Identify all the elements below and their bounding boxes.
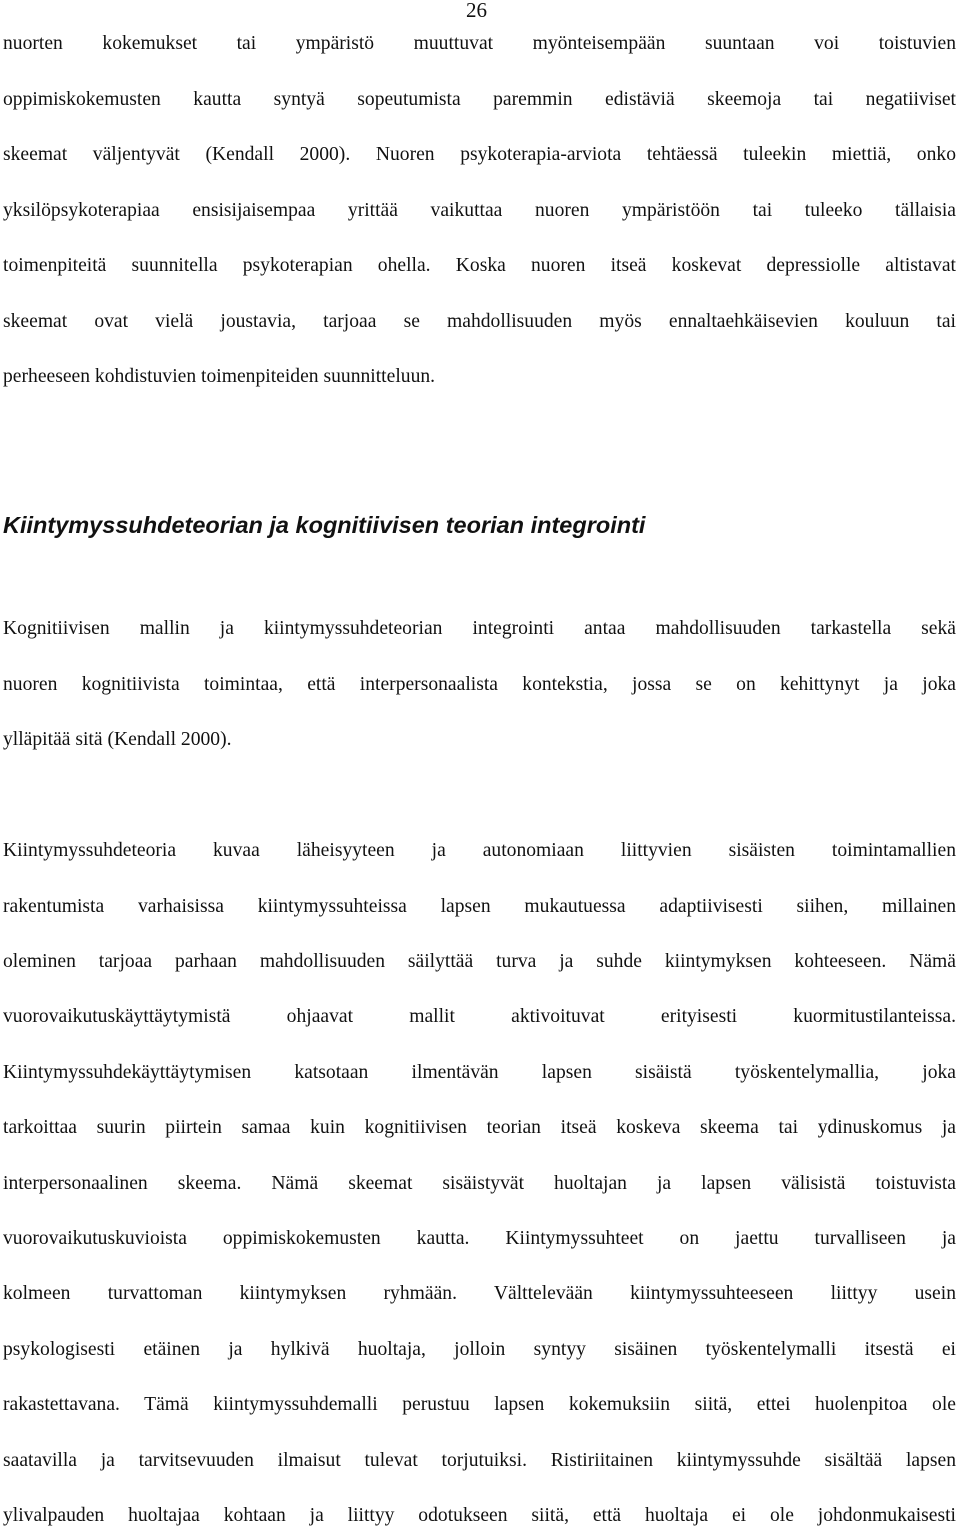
text-line: vuorovaikutuskäyttäytymistä ohjaavat mallit aktivoituvat erityisesti kuormitustilanteissa. [3, 1006, 956, 1027]
text-line: vuorovaikutuskuvioista oppimiskokemusten kautta. Kiintymyssuhteet on jaettu turvalliseen ja [3, 1228, 956, 1249]
section-heading: Kiintymyssuhdeteorian ja kognitiivisen teorian integrointi [3, 512, 646, 538]
text-line: Kiintymyssuhdekäyttäytymisen katsotaan ilmentävän lapsen sisäistä työskentelymallia, joka [3, 1062, 956, 1083]
text-line: Kiintymyssuhdeteoria kuvaa läheisyyteen ja autonomiaan liittyvien sisäisten toimintamallien [3, 840, 956, 861]
text-line: saatavilla ja tarvitsevuuden ilmaisut tulevat torjutuiksi. Ristiriitainen kiintymyssuhde sisältää lapsen [3, 1450, 956, 1471]
text-line: toimenpiteitä suunnitella psykoterapian ohella. Koska nuoren itseä koskevat depressiolle altistavat [3, 255, 956, 276]
text-line: perheeseen kohdistuvien toimenpiteiden suunnitteluun. [3, 366, 436, 387]
text-line: kolmeen turvattoman kiintymyksen ryhmään. Välttelevään kiintymyssuhteeseen liittyy usein [3, 1283, 956, 1304]
page-number: 26 [466, 0, 487, 22]
text-line: yksilöpsykoterapiaa ensisijaisempaa yrittää vaikuttaa nuoren ympäristöön tai tuleeko tällaisia [3, 200, 956, 221]
text-line: skeemat ovat vielä joustavia, tarjoaa se mahdollisuuden myös ennaltaehkäisevien kouluun tai [3, 311, 956, 332]
text-line: oppimiskokemusten kautta syntyä sopeutumista paremmin edistäviä skeemoja tai negatiiviset [3, 89, 956, 110]
text-line: oleminen tarjoaa parhaan mahdollisuuden säilyttää turva ja suhde kiintymyksen kohteeseen. Nämä [3, 951, 956, 972]
text-line: rakentumista varhaisissa kiintymyssuhteissa lapsen mukautuessa adaptiivisesti siihen, millainen [3, 896, 956, 917]
text-line: skeemat väljentyvät (Kendall 2000). Nuoren psykoterapia-arviota tehtäessä tuleekin miettiä, onko [3, 144, 956, 165]
text-line: rakastettavana. Tämä kiintymyssuhdemalli perustuu lapsen kokemuksiin siitä, ettei huolenpitoa ole [3, 1394, 956, 1415]
text-line: nuoren kognitiivista toimintaa, että interpersonaalista kontekstia, jossa se on kehittynyt ja joka [3, 674, 956, 695]
text-line: interpersonaalinen skeema. Nämä skeemat sisäistyvät huoltajan ja lapsen välisistä toistuvista [3, 1173, 956, 1194]
text-line: psykologisesti etäinen ja hylkivä huoltaja, jolloin syntyy sisäinen työskentelymalli itsestä ei [3, 1339, 956, 1360]
text-line: Kognitiivisen mallin ja kiintymyssuhdeteorian integrointi antaa mahdollisuuden tarkastella sekä [3, 618, 956, 639]
text-line: nuorten kokemukset tai ympäristö muuttuvat myönteisempään suuntaan voi toistuvien [3, 33, 956, 54]
text-line: tarkoittaa suurin piirtein samaa kuin kognitiivisen teorian itseä koskeva skeema tai ydinuskomus ja [3, 1117, 956, 1138]
text-line: ylläpitää sitä (Kendall 2000). [3, 729, 232, 750]
text-line: ylivalpauden huoltajaa kohtaan ja liittyy odotukseen siitä, että huoltaja ei ole johdonmukaisesti [3, 1505, 956, 1526]
